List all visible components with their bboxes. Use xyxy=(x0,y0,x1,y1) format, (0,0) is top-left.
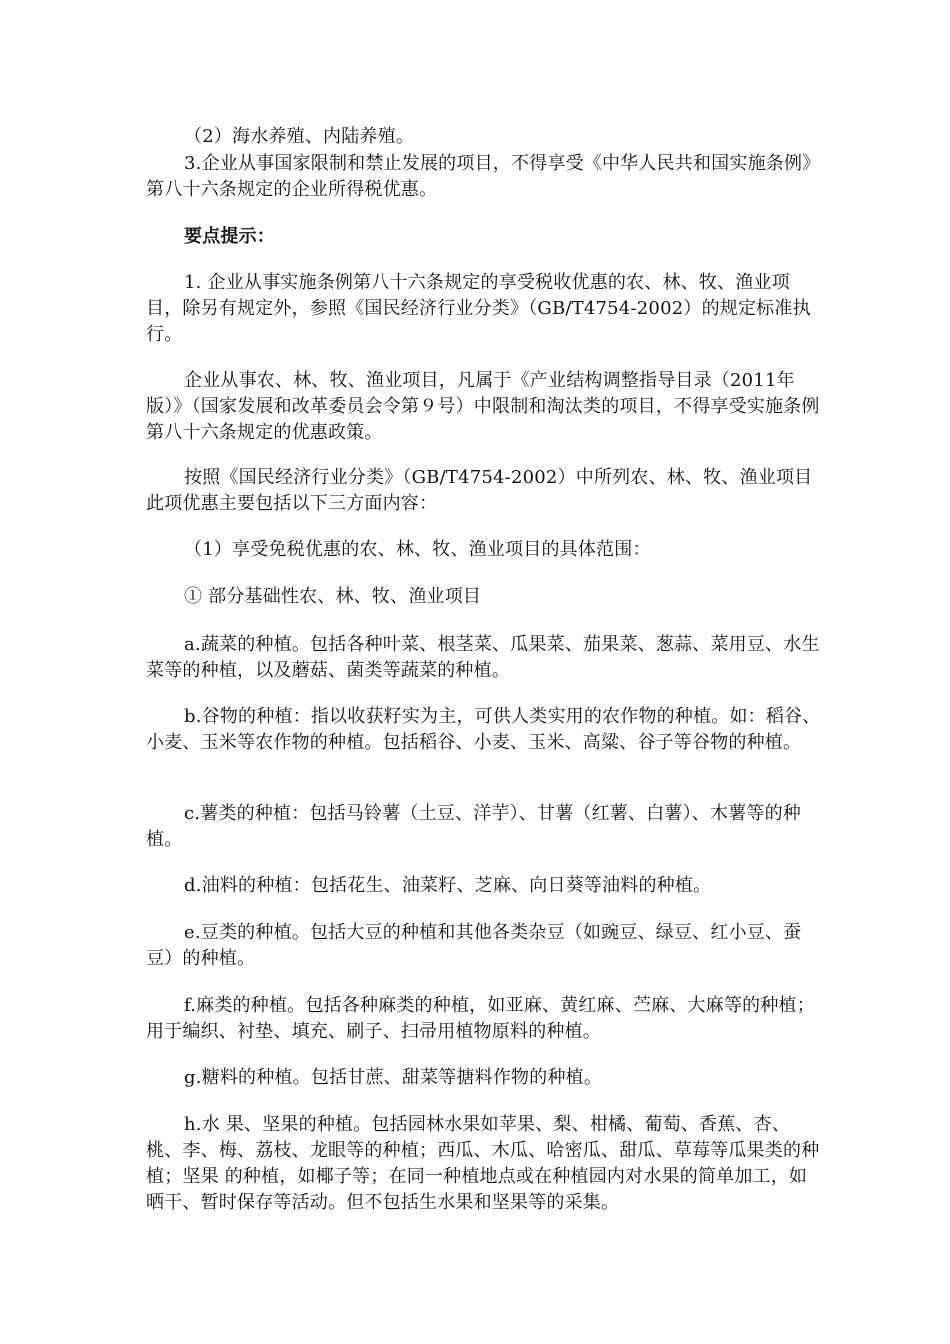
paragraph-three-aspects: 按照《国民经济行业分类》（GB/T4754-2002）中所列农、林、牧、渔业项目此项优惠主要包括以下三方面内容： xyxy=(146,467,813,514)
paragraph-restricted-projects: 3.企业从事国家限制和禁止发展的项目，不得享受《中华人民共和国实施条例》第八十六条规定的企业所得税优惠。 xyxy=(146,153,821,200)
paragraph-basic-projects: ① 部分基础性农、林、牧、渔业项目 xyxy=(184,586,482,607)
paragraph-classification-standard: 1. 企业从事实施条例第八十六条规定的享受税收优惠的农、林、牧、渔业项目，除另有规定外，参照《国民经济行业分类》（GB/T4754-2002）的规定标准执行。 xyxy=(146,272,811,345)
paragraph-sea-aquaculture: （2）海水养殖、内陆养殖。 xyxy=(184,126,415,147)
paragraph-item-b-grains: b.谷物的种植：指以收获籽实为主，可供人类实用的农作物的种植。如：稻谷、小麦、玉米等农作物的种植。包括稻谷、小麦、玉米、高粱、谷子等谷物的种植。 xyxy=(146,706,821,753)
paragraph-item-d-oilseeds: d.油料的种植：包括花生、油菜籽、芝麻、向日葵等油料的种植。 xyxy=(184,875,712,896)
key-points-heading: 要点提示： xyxy=(184,226,275,247)
paragraph-item-f-hemp: f.麻类的种植。包括各种麻类的种植，如亚麻、黄红麻、苎麻、大麻等的种植；用于编织、衬垫、填充、刷子、扫帚用植物原料的种植。 xyxy=(146,995,815,1042)
paragraph-item-h-fruits: h.水 果、坚果的种植。包括园林水果如苹果、梨、柑橘、葡萄、香蕉、杏、桃、李、梅、荔枝、龙眼等的种植；西瓜、木瓜、哈密瓜、甜瓜、草莓等瓜果类的种植；坚果 的种植，如椰子等；在同一种植地点或在种植园内对水果的简单加工，如晒干、暂时保存等活动。但不包括生水果和坚果等的采集。 xyxy=(146,1114,820,1213)
paragraph-item-a-vegetables: a.蔬菜的种植。包括各种叶菜、根茎菜、瓜果菜、茄果菜、葱蒜、菜用豆、水生菜等的种植，以及蘑菇、菌类等蔬菜的种植。 xyxy=(146,634,820,681)
paragraph-item-e-beans: e.豆类的种植。包括大豆的种植和其他各类杂豆（如豌豆、绿豆、红小豆、蚕豆）的种植。 xyxy=(146,922,802,969)
paragraph-item-g-sugar: g.糖料的种植。包括甘蔗、甜菜等搪料作物的种植。 xyxy=(184,1067,603,1088)
paragraph-exemption-scope: （1）享受免税优惠的农、林、牧、渔业项目的具体范围： xyxy=(184,539,651,560)
paragraph-item-c-tubers: c.薯类的种植：包括马铃薯（土豆、洋芋）、甘薯（红薯、白薯）、木薯等的种植。 xyxy=(146,803,801,850)
paragraph-industry-catalog: 企业从事农、林、牧、渔业项目，凡属于《产业结构调整指导目录（2011年版）》（国家发展和改革委员会令第９号）中限制和淘汰类的项目，不得享受实施条例第八十六条规定的优惠政策。 xyxy=(146,370,820,443)
